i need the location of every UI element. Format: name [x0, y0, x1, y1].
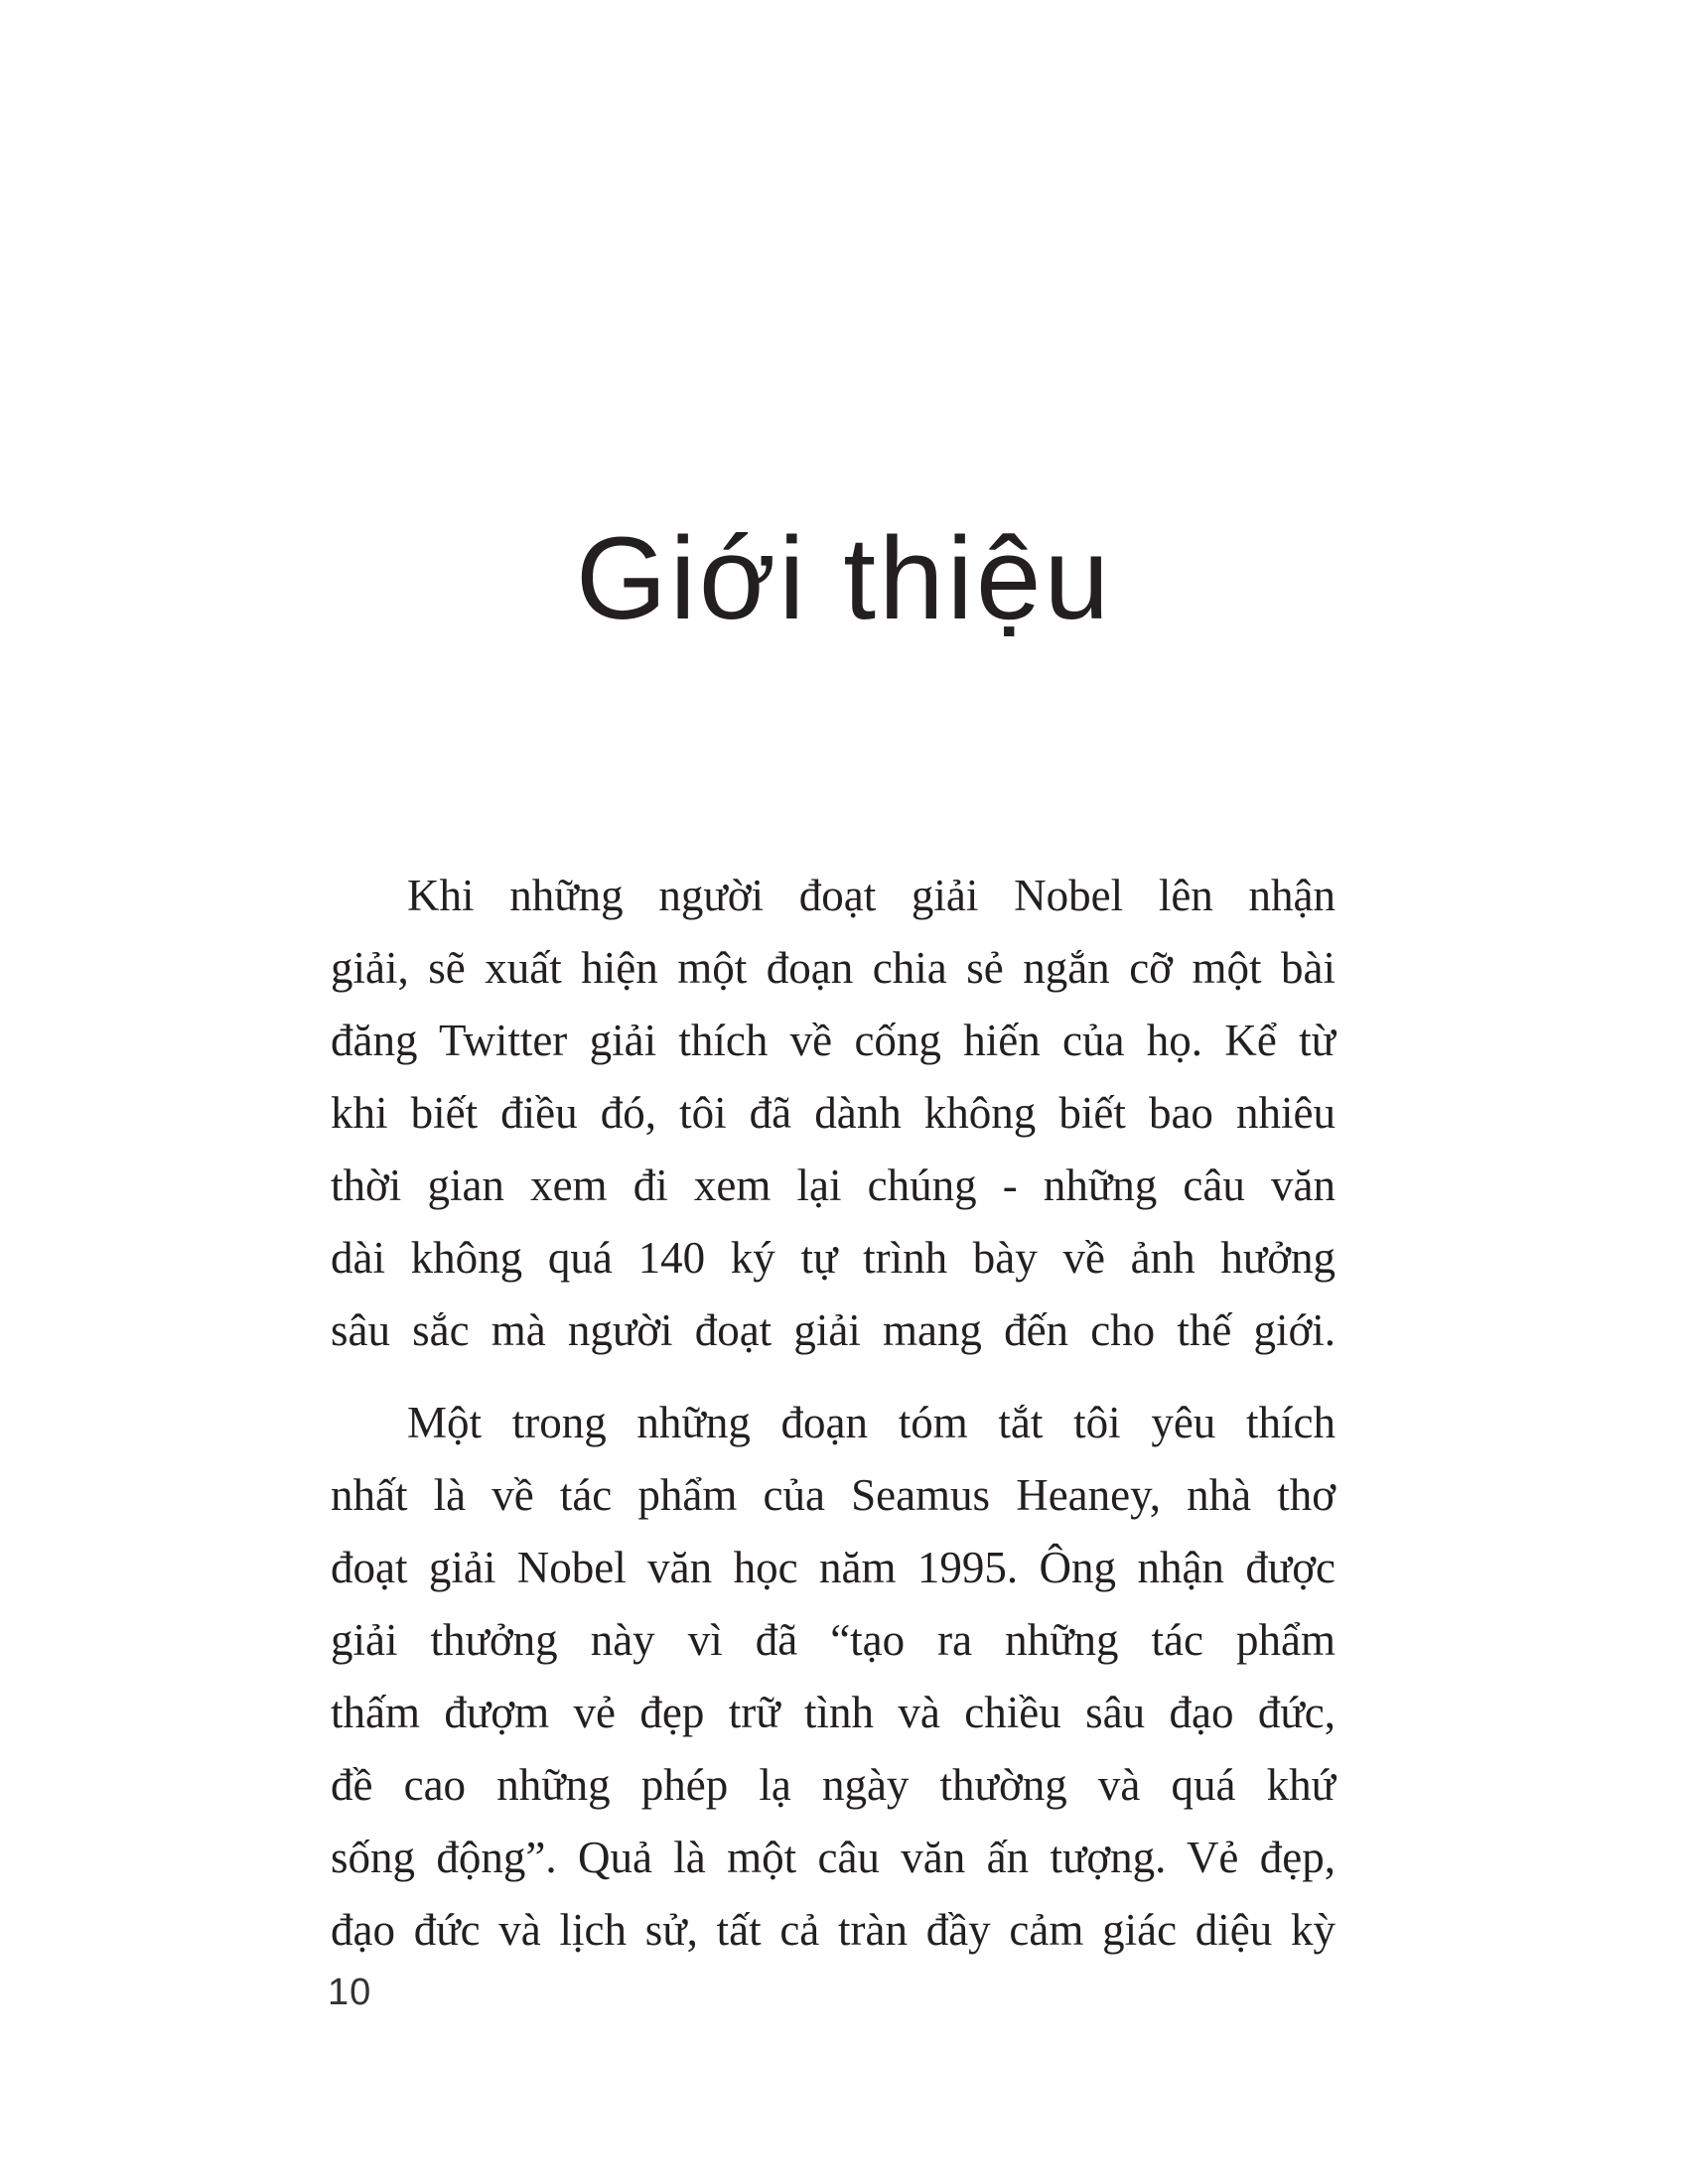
page-number: 10	[328, 1972, 372, 2013]
text-line: Khi những người đoạt giải Nobel lên nhận	[407, 871, 1336, 920]
body-text	[331, 860, 1336, 1967]
text-line: giải, sẽ xuất hiện một đoạn chia sẻ ngắn cỡ một bài	[331, 943, 1336, 993]
text-line: khi biết điều đó, tôi đã dành không biết bao nhiêu	[331, 1088, 1336, 1138]
text-line: thời gian xem đi xem lại chúng - những câu văn	[331, 1160, 1336, 1210]
paragraph	[331, 1387, 1336, 1967]
text-line: giải thưởng này vì đã “tạo ra những tác phẩm	[331, 1615, 1336, 1665]
paragraph	[331, 860, 1336, 1367]
text-line: nhất là về tác phẩm của Seamus Heaney, nhà thơ	[331, 1470, 1336, 1520]
text-line: sống động”. Quả là một câu văn ấn tượng. Vẻ đẹp,	[331, 1833, 1336, 1882]
text-line: đề cao những phép lạ ngày thường và quá khứ	[331, 1760, 1336, 1810]
chapter-title: Giới thiệu	[575, 513, 1113, 644]
text-line: đăng Twitter giải thích về cống hiến của họ. Kể từ	[331, 1016, 1336, 1065]
text-line: thấm đượm vẻ đẹp trữ tình và chiều sâu đạo đức,	[331, 1688, 1336, 1737]
text-line: đạo đức và lịch sử, tất cả tràn đầy cảm giác diệu kỳ	[331, 1905, 1336, 1955]
text-line: sâu sắc mà người đoạt giải mang đến cho thế giới.	[331, 1305, 1336, 1355]
text-line: Một trong những đoạn tóm tắt tôi yêu thích	[407, 1398, 1336, 1447]
text-line: dài không quá 140 ký tự trình bày về ảnh hưởng	[331, 1233, 1336, 1283]
text-line: đoạt giải Nobel văn học năm 1995. Ông nhận được	[331, 1543, 1336, 1592]
